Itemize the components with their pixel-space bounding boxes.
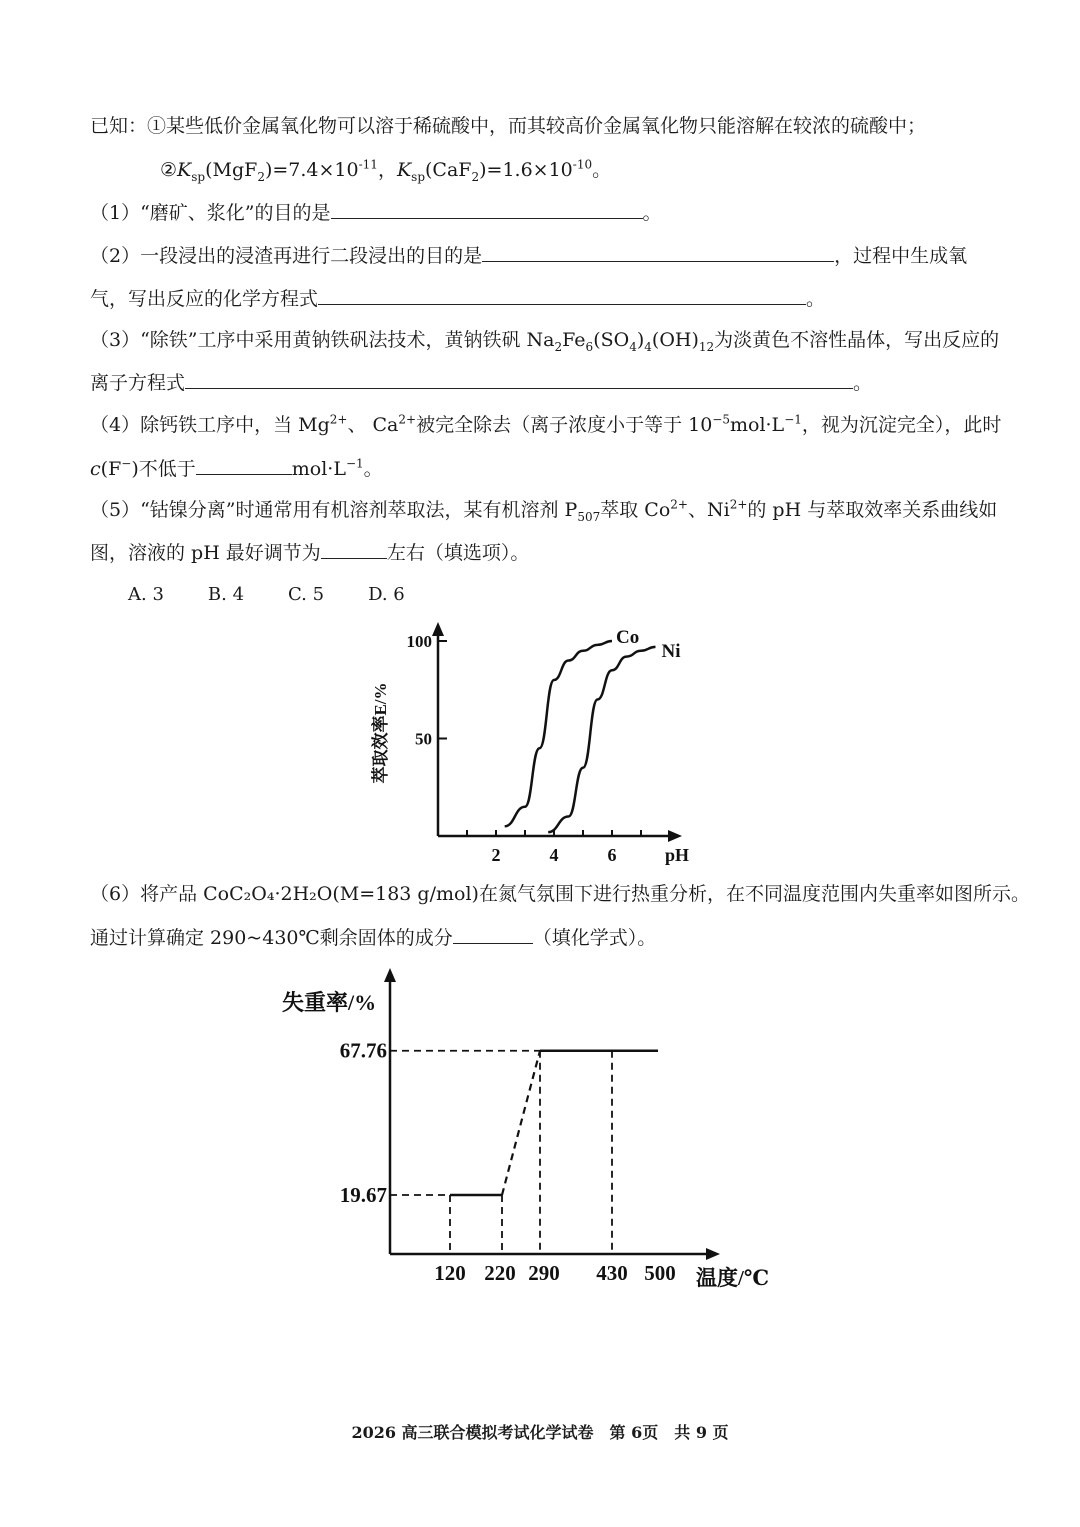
q5-options — [128, 584, 449, 605]
q5-sup-ni: 2+ — [729, 497, 748, 512]
q4-sup-exp: −5 — [712, 412, 730, 427]
question-4-line-1 — [90, 413, 1001, 437]
chart2-x-arrow — [706, 1248, 720, 1260]
chart2-xtick-label: 220 — [484, 1261, 516, 1285]
chart2-xtick-label: 290 — [528, 1261, 560, 1285]
q4-text-g: )不低于 — [131, 458, 196, 480]
chart1-ytick-label: 100 — [406, 632, 432, 651]
question-5-line-2 — [90, 540, 529, 565]
q4-text-a: （4）除钙铁工序中，当 Mg — [90, 414, 330, 436]
ksp2-sub2: 2 — [471, 169, 480, 184]
q3-text-f: 为淡黄色不溶性晶体，写出反应的 — [714, 329, 1000, 351]
chart1-series-label-ni: Ni — [661, 640, 681, 662]
q6-text-2a: 通过计算确定 290~430℃剩余固体的成分 — [90, 927, 453, 949]
chart1-curve-co — [505, 641, 612, 826]
known-line-2 — [160, 158, 611, 182]
q3-text-c: (SO — [593, 329, 630, 351]
ksp1-sub2: 2 — [257, 169, 265, 184]
q3-text-e: (OH) — [651, 329, 699, 351]
chart2-ylabel: 失重率/% — [282, 990, 377, 1015]
ksp2-body-a: (CaF — [425, 159, 472, 181]
q2-answer-blank-2[interactable] — [318, 286, 806, 305]
chart1-y-arrow — [432, 622, 444, 636]
known-sep: ， — [377, 159, 397, 181]
ksp2-symbol: K — [396, 159, 412, 181]
question-5-line-1 — [90, 498, 997, 522]
chart1-ylabel: 萃取效率E/% — [371, 682, 390, 784]
question-4-line-2 — [90, 456, 383, 481]
chart2-xtick-label: 120 — [434, 1261, 466, 1285]
chart1-curve-ni — [548, 647, 655, 832]
q4-c-symbol: c — [90, 458, 101, 480]
page-footer: 2026 高三联合模拟考试化学试卷 第 6页 共 9 页 — [351, 1423, 729, 1442]
q3-sub-4a: 4 — [629, 339, 637, 354]
chart2-ytick-label: 19.67 — [339, 1182, 387, 1207]
known-end: 。 — [592, 159, 612, 181]
q3-sub-4b: 4 — [644, 339, 652, 354]
question-2-line-2 — [90, 286, 825, 311]
q3-text-a: （3）“除铁”工序中采用黄钠铁矾法技术，黄钠铁矾 Na — [90, 329, 555, 351]
q5-answer-blank[interactable] — [321, 540, 387, 559]
tga-chart — [270, 960, 790, 1300]
ksp1-sub: sp — [191, 169, 206, 184]
q4-text-d: mol·L — [729, 414, 785, 436]
question-6-line-1 — [90, 882, 1030, 906]
question-3-line-2 — [90, 370, 872, 395]
q5-sup-co: 2+ — [670, 497, 688, 512]
q1-text: （1）“磨矿、浆化”的目的是 — [90, 202, 331, 224]
q5-text-c: 、Ni — [687, 499, 730, 521]
q4-sup-mg: 2+ — [329, 412, 348, 427]
q5-text-d: 的 pH 与萃取效率关系曲线如 — [747, 499, 998, 521]
chart1-xtick-label: 2 — [491, 845, 501, 865]
chart2-xtick-label: 500 — [644, 1261, 676, 1285]
chart2-ytick-label: 67.76 — [339, 1038, 387, 1063]
q4-sup-f: − — [121, 456, 132, 471]
q6-text-1: （6）将产品 CoC₂O₄·2H₂O(M=183 g/mol)在氮气氛围下进行热重分析，在不同温度范围内失重率如图所示。 — [90, 883, 1030, 905]
ksp1-body-a: (MgF — [205, 159, 258, 181]
q3-text-b: Fe — [562, 329, 586, 351]
known-label: 已知： — [90, 115, 148, 137]
q5-text-a: （5）“钴镍分离”时通常用有机溶剂萃取法，某有机溶剂 P — [90, 499, 578, 521]
q1-end: 。 — [642, 202, 662, 224]
q4-unit: mol·L — [291, 458, 346, 480]
q5-text-b: 萃取 Co — [600, 499, 671, 521]
q2-text-1: （2）一段浸出的浸渣再进行二段浸出的目的是 — [90, 245, 483, 267]
q3-answer-blank[interactable] — [185, 370, 853, 389]
option-d[interactable]: D. 6 — [368, 584, 405, 605]
q2-answer-blank-1[interactable] — [482, 243, 834, 262]
q5-sub-507: 507 — [577, 509, 601, 524]
q4-text-c: 被完全除去（离子浓度小于等于 10 — [416, 414, 713, 436]
known-item2-prefix: ② — [160, 159, 178, 181]
q3-text-d: ) — [636, 329, 645, 351]
ksp2-sub: sp — [411, 169, 425, 184]
known-line-1 — [90, 114, 926, 138]
chart2-y-arrow — [384, 968, 396, 982]
ksp1-exp: -11 — [358, 157, 378, 172]
ksp2-body-b: )=1.6×10 — [479, 159, 573, 181]
chart1-xtick-label: 6 — [607, 845, 617, 865]
chart2-xlabel: 温度/℃ — [696, 1266, 769, 1290]
q3-text-2-end: 。 — [853, 372, 873, 394]
chart1-xlabel: pH — [665, 845, 690, 865]
q3-sub-2: 2 — [554, 339, 563, 354]
q6-answer-blank[interactable] — [453, 925, 533, 944]
q4-end: 。 — [363, 458, 383, 480]
q3-sub-12: 12 — [698, 339, 715, 354]
option-c[interactable]: C. 5 — [288, 584, 325, 605]
option-b[interactable]: B. 4 — [207, 584, 245, 605]
q2-text-2: 气，写出反应的化学方程式 — [90, 288, 319, 310]
chart1-ytick-label: 50 — [415, 729, 432, 749]
question-1 — [90, 200, 662, 225]
q4-text-f: (F — [100, 458, 122, 480]
chart1-x-arrow — [668, 830, 682, 842]
ksp1-body-b: )=7.4×10 — [264, 159, 359, 181]
q4-text-b: 、 Ca — [347, 414, 399, 436]
ksp1-symbol: K — [177, 159, 192, 181]
q6-text-2b: （填化学式）。 — [532, 927, 657, 949]
q5-text-e: 图，溶液的 pH 最好调节为 — [90, 542, 321, 564]
q3-text-2: 离子方程式 — [90, 372, 186, 394]
question-3-line-1 — [90, 328, 999, 352]
q2-text-1-end: ，过程中生成氧 — [834, 245, 968, 267]
known-item-1: ①某些低价金属氧化物可以溶于稀硫酸中，而其较高价金属氧化物只能溶解在较浓的硫酸中； — [147, 115, 927, 137]
q4-sup-unit2: −1 — [345, 456, 364, 471]
chart1-xtick-label: 4 — [549, 845, 559, 865]
q3-sub-6: 6 — [585, 339, 594, 354]
q5-text-f: 左右（填选项）。 — [386, 542, 530, 564]
chart1-series-label-co: Co — [616, 627, 640, 648]
q4-sup-ca: 2+ — [398, 412, 417, 427]
q4-sup-unit: −1 — [784, 412, 802, 427]
q2-text-2-end: 。 — [806, 288, 826, 310]
q4-answer-blank[interactable] — [196, 456, 292, 475]
extraction-chart — [370, 618, 700, 873]
q4-text-e: ，视为沉淀完全），此时 — [801, 414, 1002, 436]
question-6-line-2 — [90, 925, 656, 950]
chart2-xtick-label: 430 — [596, 1261, 628, 1285]
ksp2-exp: -10 — [572, 157, 593, 172]
q1-answer-blank[interactable] — [331, 200, 643, 219]
question-2-line-1 — [90, 243, 967, 268]
chart2-segment-transition — [502, 1051, 540, 1195]
option-a[interactable]: A. 3 — [128, 584, 164, 605]
